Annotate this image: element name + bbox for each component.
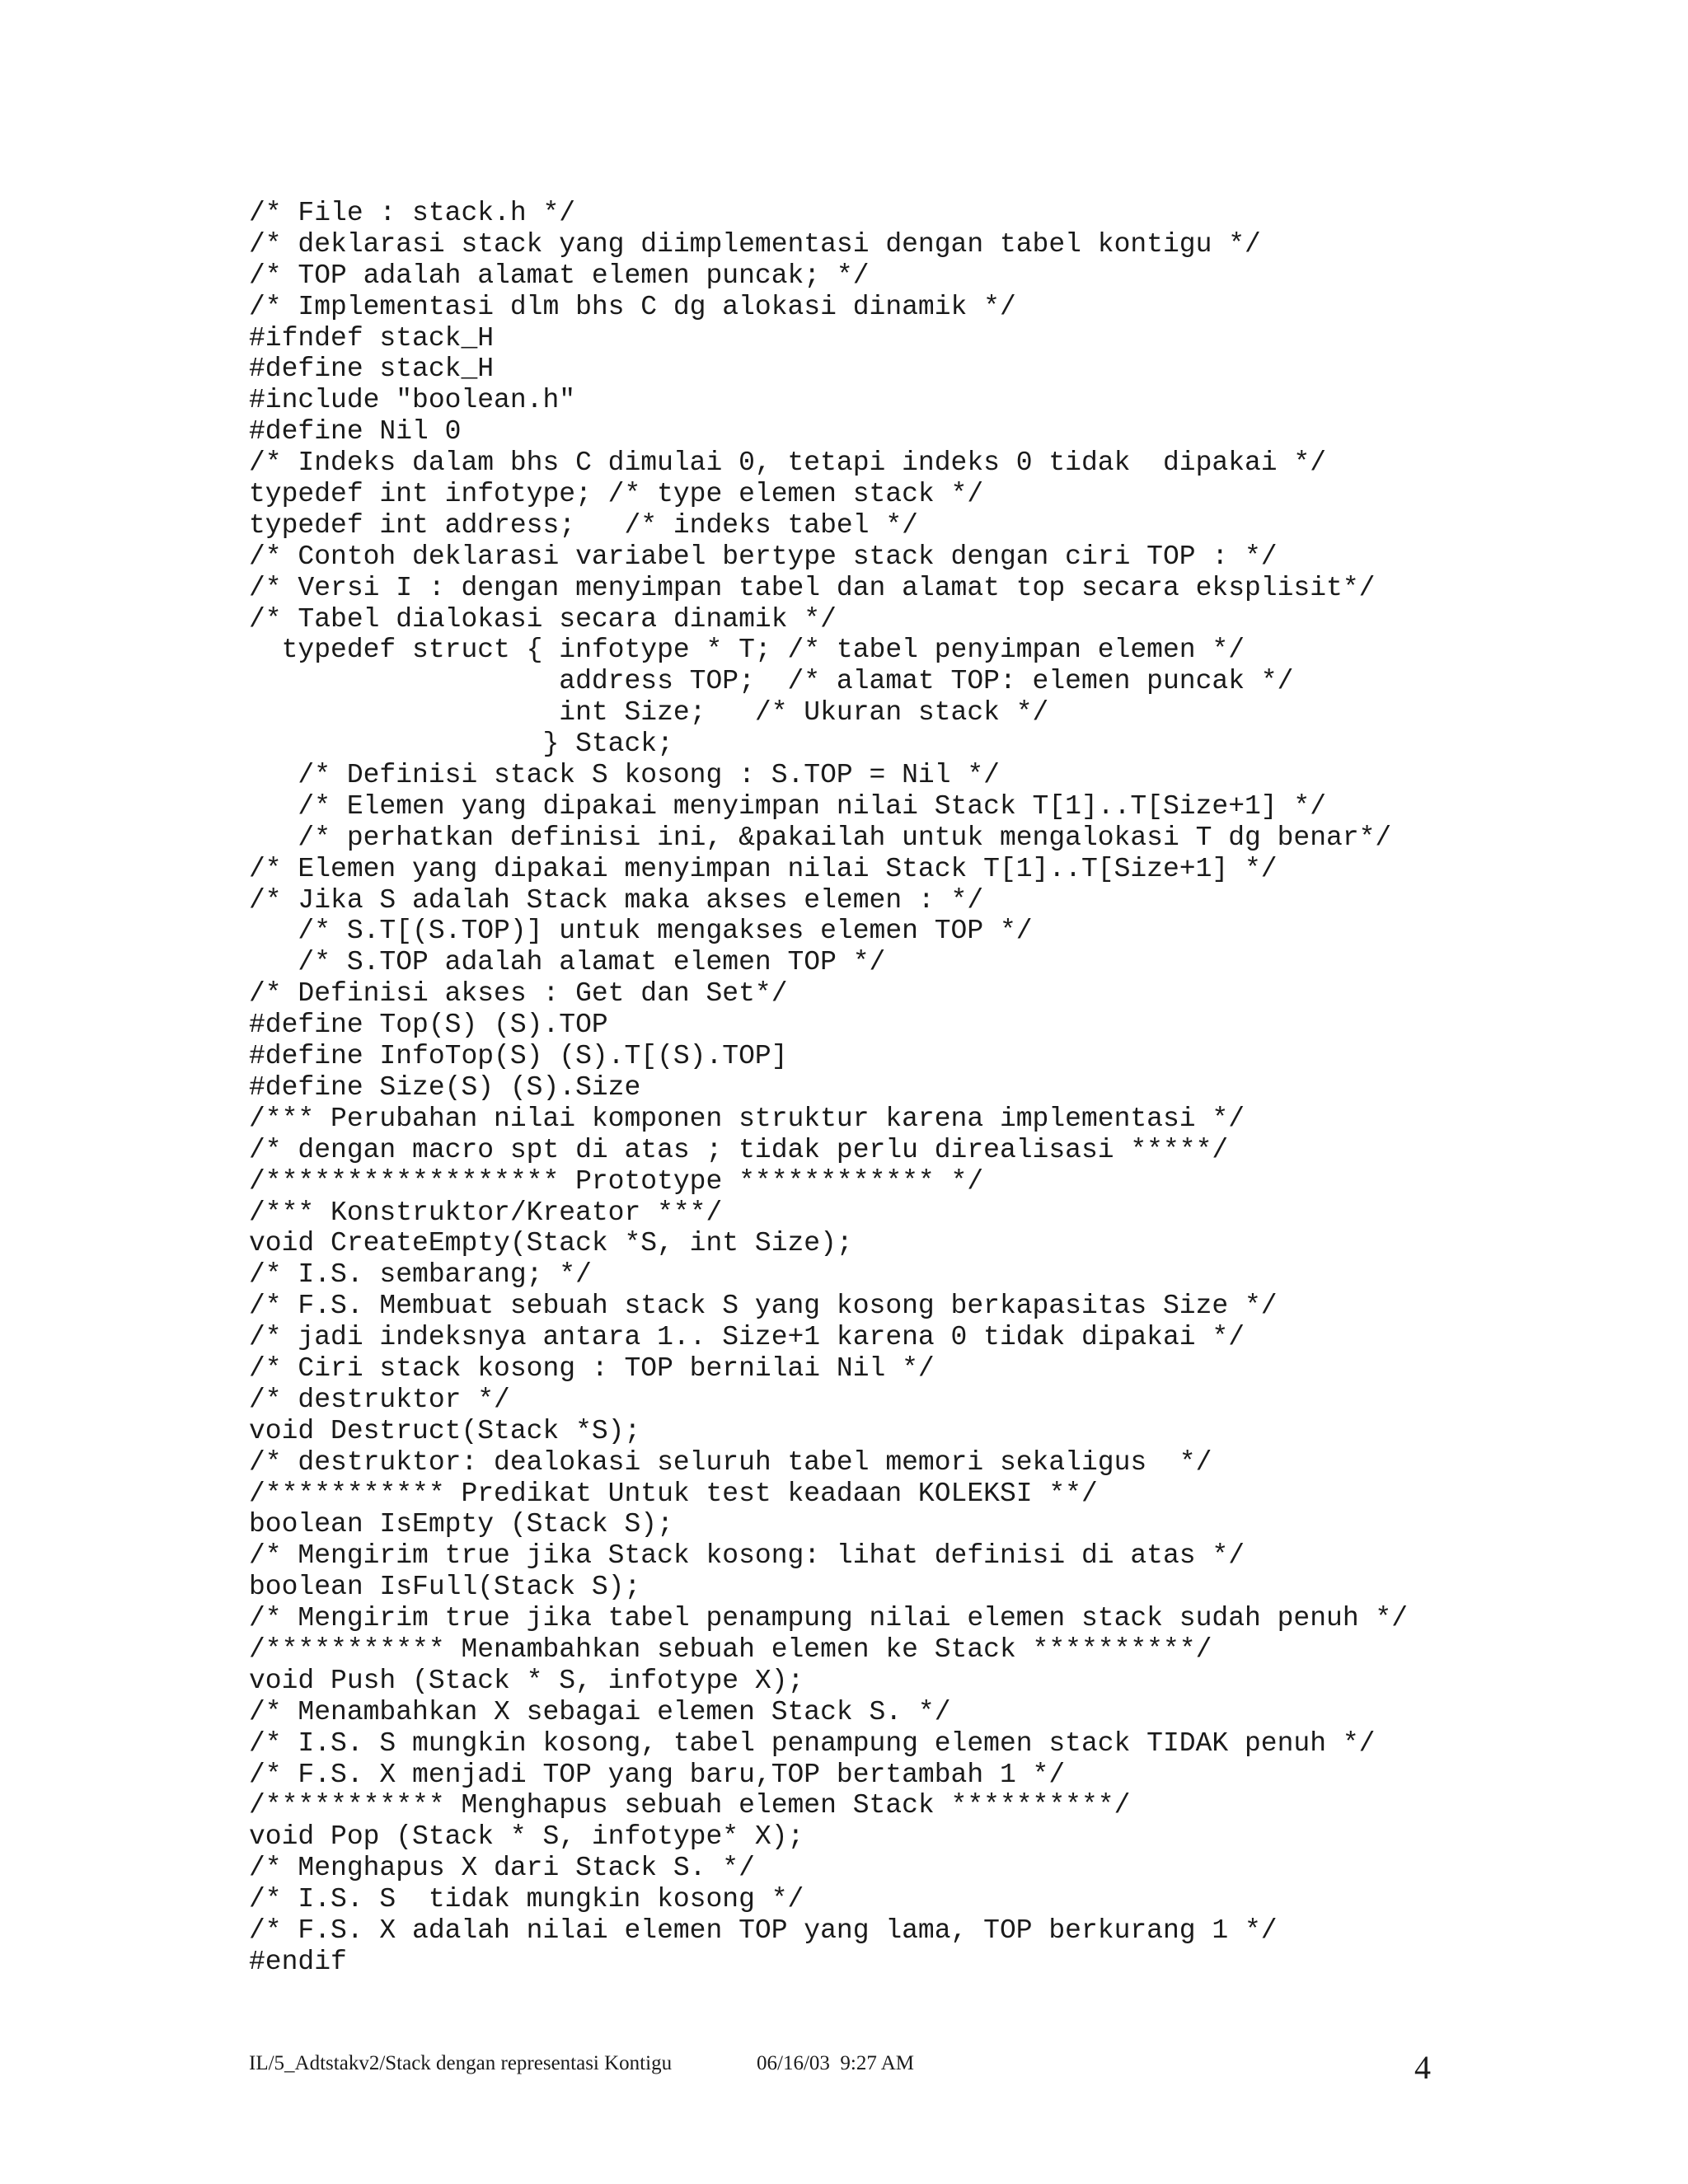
- code-line: /* jadi indeksnya antara 1.. Size+1 karena 0 tidak dipakai */: [249, 1322, 1245, 1353]
- code-line: #define Nil 0: [249, 416, 462, 448]
- code-line: typedef int infotype; /* type elemen stack */: [249, 479, 984, 510]
- code-line: /* Ciri stack kosong : TOP bernilai Nil */: [249, 1352, 935, 1384]
- code-line: /* destruktor: dealokasi seluruh tabel memori sekaligus */: [249, 1446, 1212, 1478]
- code-line: /*********** Menghapus sebuah elemen Stack **********/: [249, 1790, 1131, 1821]
- code-line: /* S.TOP adalah alamat elemen TOP */: [249, 947, 886, 978]
- code-line: /* S.T[(S.TOP)] untuk mengakses elemen TOP */: [249, 916, 1033, 947]
- code-line: void Destruct(Stack *S);: [249, 1415, 641, 1446]
- code-line: #ifndef stack_H: [249, 322, 495, 354]
- code-line: /* destruktor */: [249, 1384, 510, 1415]
- code-line: typedef struct { infotype * T; /* tabel penyimpan elemen */: [249, 635, 1245, 666]
- code-line: /*********** Menambahkan sebuah elemen ke Stack **********/: [249, 1633, 1212, 1665]
- code-line: /* Elemen yang dipakai menyimpan nilai Stack T[1]..T[Size+1] */: [249, 790, 1327, 822]
- code-line: #include "boolean.h": [249, 385, 576, 416]
- code-line: } Stack;: [249, 729, 673, 760]
- code-line: /* Definisi akses : Get dan Set*/: [249, 978, 788, 1010]
- code-line: void Pop (Stack * S, infotype* X);: [249, 1821, 804, 1853]
- code-line: /* I.S. S mungkin kosong, tabel penampung elemen stack TIDAK penuh */: [249, 1727, 1376, 1759]
- page-number: 4: [1414, 2049, 1431, 2086]
- code-line: /* Contoh deklarasi variabel bertype stack dengan ciri TOP : */: [249, 541, 1278, 572]
- code-line: #define Top(S) (S).TOP: [249, 1010, 608, 1041]
- footer-file-path: IL/5_Adtstakv2/Stack dengan representasi Kontigu: [249, 2052, 673, 2074]
- code-line: /*********** Predikat Untuk test keadaan KOLEKSI **/: [249, 1478, 1098, 1509]
- code-line: #define Size(S) (S).Size: [249, 1071, 641, 1103]
- code-line: /****************** Prototype ************ */: [249, 1165, 984, 1197]
- code-line: #define InfoTop(S) (S).T[(S).TOP]: [249, 1041, 788, 1072]
- code-line: /* Jika S adalah Stack maka akses elemen : */: [249, 884, 984, 916]
- code-line: void CreateEmpty(Stack *S, int Size);: [249, 1228, 853, 1259]
- code-line: /* Indeks dalam bhs C dimulai 0, tetapi indeks 0 tidak dipakai */: [249, 448, 1327, 479]
- footer-datetime: 06/16/03 9:27 AM: [757, 2052, 914, 2074]
- code-line: /* F.S. X adalah nilai elemen TOP yang lama, TOP berkurang 1 */: [249, 1915, 1278, 1946]
- code-line: #endif: [249, 1946, 347, 1977]
- code-line: /* Elemen yang dipakai menyimpan nilai Stack T[1]..T[Size+1] */: [249, 853, 1278, 884]
- code-line: /* File : stack.h */: [249, 198, 576, 228]
- code-line: typedef int address; /* indeks tabel */: [249, 509, 918, 541]
- code-line: /* Menghapus X dari Stack S. */: [249, 1853, 755, 1884]
- code-line: /* Versi I : dengan menyimpan tabel dan alamat top secara eksplisit*/: [249, 572, 1376, 603]
- code-line: /* deklarasi stack yang diimplementasi dengan tabel kontigu */: [249, 228, 1261, 260]
- code-line: /* Mengirim true jika Stack kosong: lihat definisi di atas */: [249, 1540, 1245, 1572]
- code-line: /* F.S. X menjadi TOP yang baru,TOP bertambah 1 */: [249, 1759, 1066, 1790]
- code-line: /* Menambahkan X sebagai elemen Stack S. */: [249, 1696, 951, 1727]
- code-line: /* Tabel dialokasi secara dinamik */: [249, 603, 837, 635]
- code-line: boolean IsFull(Stack S);: [249, 1572, 641, 1603]
- code-line: /* dengan macro spt di atas ; tidak perlu direalisasi *****/: [249, 1134, 1229, 1165]
- code-line: /* Implementasi dlm bhs C dg alokasi dinamik */: [249, 291, 1016, 322]
- code-line: #define stack_H: [249, 354, 495, 385]
- code-line: void Push (Stack * S, infotype X);: [249, 1665, 804, 1696]
- code-line: /* perhatkan definisi ini, &pakailah untuk mengalokasi T dg benar*/: [249, 822, 1392, 853]
- code-line: boolean IsEmpty (Stack S);: [249, 1509, 673, 1540]
- code-line: /*** Konstruktor/Kreator ***/: [249, 1197, 723, 1228]
- code-line: /* I.S. sembarang; */: [249, 1259, 592, 1291]
- code-line: /* TOP adalah alamat elemen puncak; */: [249, 260, 870, 291]
- code-line: address TOP; /* alamat TOP: elemen puncak */: [249, 666, 1294, 697]
- code-line: /*** Perubahan nilai komponen struktur karena implementasi */: [249, 1103, 1245, 1134]
- code-line: int Size; /* Ukuran stack */: [249, 697, 1049, 729]
- code-listing: [249, 198, 1650, 1978]
- code-line: /* F.S. Membuat sebuah stack S yang kosong berkapasitas Size */: [249, 1291, 1278, 1322]
- code-line: /* Mengirim true jika tabel penampung nilai elemen stack sudah penuh */: [249, 1603, 1409, 1634]
- code-line: /* I.S. S tidak mungkin kosong */: [249, 1884, 804, 1915]
- code-line: /* Definisi stack S kosong : S.TOP = Nil */: [249, 760, 1000, 791]
